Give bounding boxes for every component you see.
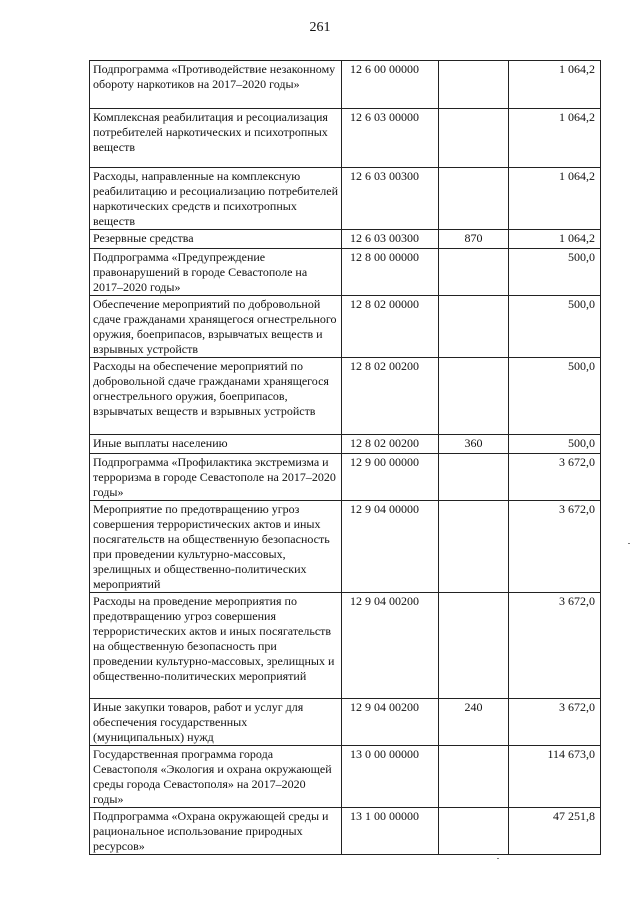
row-name: Обеспечение мероприятий по добровольной сдаче гражданами хранящегося огнестрельного оружия, боеприпасов, взрывчатых веществ и взрывных устройств [90,296,342,358]
row-name: Подпрограмма «Противодействие незаконному обороту наркотиков на 2017–2020 годы» [90,61,342,109]
row-expense-type [439,808,509,855]
row-expense-type: 360 [439,435,509,454]
row-amount: 3 672,0 [509,454,601,501]
row-amount: 1 064,2 [509,109,601,168]
row-name: Иные закупки товаров, работ и услуг для обеспечения государственных (муниципальных) нужд [90,699,342,746]
row-code: 12 9 04 00000 [342,501,439,593]
table-row [90,230,601,249]
row-code: 12 8 02 00200 [342,358,439,435]
row-code: 13 1 00 00000 [342,808,439,855]
row-name: Иные выплаты населению [90,435,342,454]
scan-speck [497,858,499,859]
table-row [90,435,601,454]
row-expense-type: 240 [439,699,509,746]
row-amount: 500,0 [509,296,601,358]
row-code: 13 0 00 00000 [342,746,439,808]
row-code: 12 8 02 00000 [342,296,439,358]
table-row [90,168,601,230]
row-name: Комплексная реабилитация и ресоциализация потребителей наркотических и психотропных веществ [90,109,342,168]
row-code: 12 9 04 00200 [342,699,439,746]
row-expense-type [439,501,509,593]
row-amount: 3 672,0 [509,501,601,593]
table-row [90,808,601,855]
row-expense-type [439,249,509,296]
row-expense-type [439,109,509,168]
row-amount: 47 251,8 [509,808,601,855]
budget-table [89,60,601,855]
row-code: 12 9 00 00000 [342,454,439,501]
table-row [90,454,601,501]
row-code: 12 8 00 00000 [342,249,439,296]
row-name: Подпрограмма «Охрана окружающей среды и рациональное использование природных ресурсов» [90,808,342,855]
row-expense-type [439,454,509,501]
row-amount: 114 673,0 [509,746,601,808]
row-expense-type [439,168,509,230]
row-code: 12 9 04 00200 [342,593,439,699]
row-name: Государственная программа города Севастополя «Экология и охрана окружающей среды города Севастополя» на 2017–2020 годы» [90,746,342,808]
row-code: 12 8 02 00200 [342,435,439,454]
row-amount: 1 064,2 [509,230,601,249]
row-code: 12 6 03 00000 [342,109,439,168]
row-amount: 1 064,2 [509,61,601,109]
row-name: Подпрограмма «Профилактика экстремизма и терроризма в городе Севастополе на 2017–2020 годы» [90,454,342,501]
scan-speck [628,543,630,544]
row-name: Расходы на проведение мероприятия по предотвращению угроз совершения террористических актов и иных посягательств на общественную безопасность при проведении культурно-массовых, зрелищных и общественно-политических мероприятий [90,593,342,699]
row-expense-type [439,296,509,358]
table-row [90,358,601,435]
row-name: Расходы на обеспечение мероприятий по добровольной сдаче гражданами хранящегося огнестрельного оружия, боеприпасов, взрывчатых веществ и взрывных устройств [90,358,342,435]
row-expense-type [439,358,509,435]
row-expense-type [439,746,509,808]
row-name: Расходы, направленные на комплексную реабилитацию и ресоциализацию потребителей наркотических средств и психотропных веществ [90,168,342,230]
row-amount: 500,0 [509,435,601,454]
row-amount: 3 672,0 [509,593,601,699]
row-amount: 500,0 [509,249,601,296]
row-code: 12 6 00 00000 [342,61,439,109]
row-name: Мероприятие по предотвращению угроз совершения террористических актов и иных посягательств на общественную безопасность при проведении культурно-массовых, зрелищных и общественно-политических мероприятий [90,501,342,593]
table-row [90,61,601,109]
row-name: Подпрограмма «Предупреждение правонарушений в городе Севастополе на 2017–2020 годы» [90,249,342,296]
row-amount: 3 672,0 [509,699,601,746]
table-row [90,501,601,593]
row-code: 12 6 03 00300 [342,168,439,230]
table-row [90,249,601,296]
row-expense-type: 870 [439,230,509,249]
row-expense-type [439,61,509,109]
table-row [90,746,601,808]
table-row [90,699,601,746]
row-amount: 1 064,2 [509,168,601,230]
table-row [90,296,601,358]
table-row [90,109,601,168]
row-name: Резервные средства [90,230,342,249]
table-row [90,593,601,699]
page-number: 261 [309,20,331,35]
row-amount: 500,0 [509,358,601,435]
row-code: 12 6 03 00300 [342,230,439,249]
row-expense-type [439,593,509,699]
